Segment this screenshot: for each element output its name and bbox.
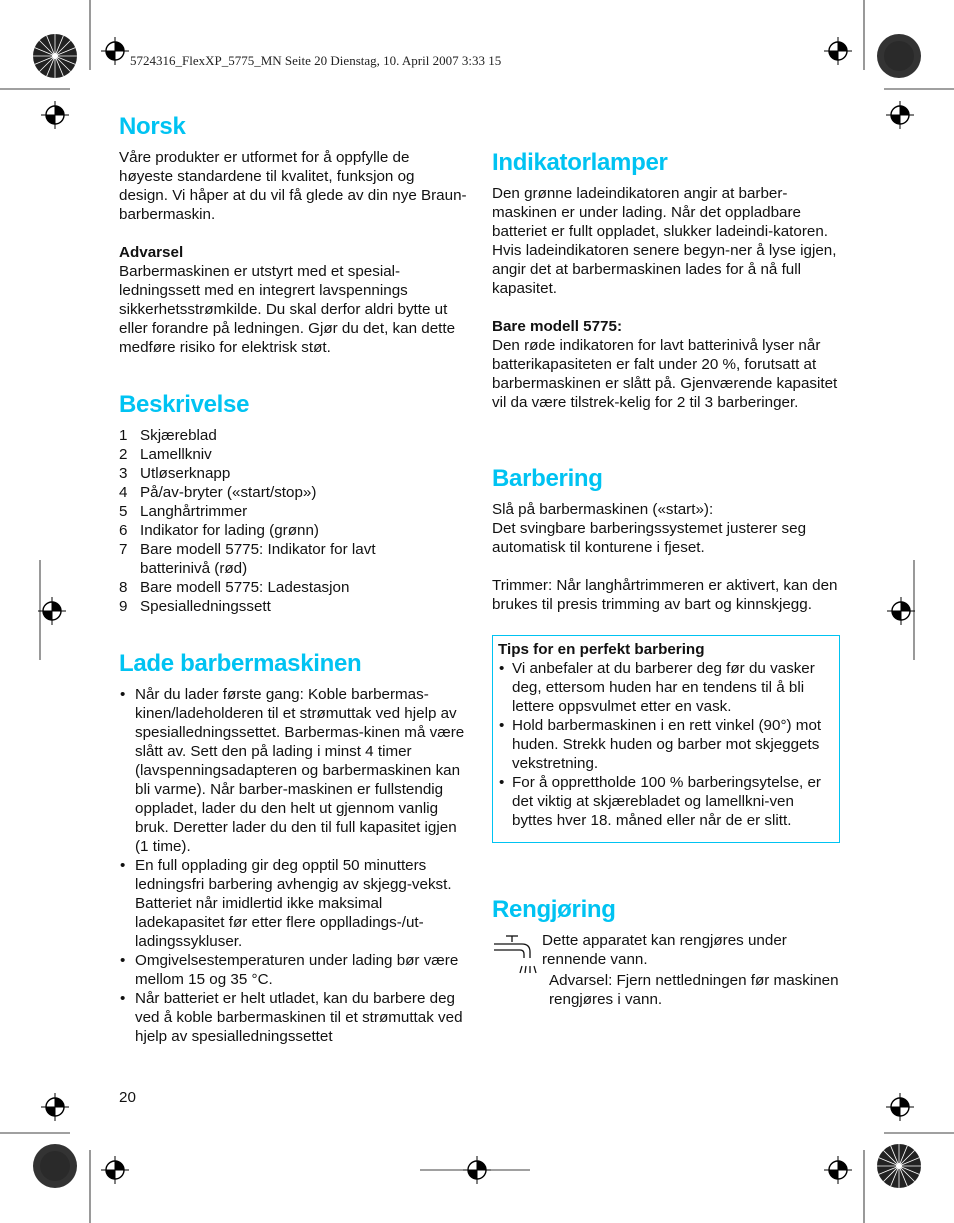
page-number: 20 — [119, 1089, 136, 1106]
section-title-indikator: Indikatorlamper — [492, 149, 668, 176]
list-item: • Vi anbefaler at du barberer deg før du vasker deg, ettersom huden har en tendens til å bli lettere oppsvulmet etter en vask. — [498, 659, 831, 716]
target-mark-right-1 — [886, 101, 914, 129]
cleaning-warning-line: Advarsel: Fjern nettledningen før maskinen rengjøres i vann. — [549, 972, 839, 1008]
tips-title: Tips for en perfekt barbering — [498, 641, 705, 658]
target-mark-bottom-2 — [824, 1156, 852, 1184]
list-item: 7 Bare modell 5775: Indikator for lavt batterinivå (rød) — [119, 541, 376, 577]
list-item: 5 Langhårtrimmer — [119, 503, 248, 520]
charging-list — [119, 685, 467, 1046]
warning-paragraph: Barbermaskinen er utstyrt med et spesial-ledningssett med en integrert lavspennings sikkerhetsstrømkilde. Du skal derfor aldri bytte ut eller forandre på ledningen. Gjør du det, kan dette medføre risiko for elektrisk støt. — [119, 263, 456, 356]
indicator-paragraph: Den grønne ladeindikatoren angir at barber-maskinen er under lading. Når det oppladbare batteriet er fullt oppladet, slukker ladeindi-katoren. Hvis ladeindikatoren senere begyn-ner å lyse igjen, angir det at barbermaskinen lades for å nå full kapasitet. — [492, 185, 837, 297]
shaving-line-1: Slå på barbermaskinen («start»): — [492, 501, 714, 518]
model-label: Bare modell 5775: — [492, 318, 622, 335]
right-column — [492, 148, 840, 1009]
registration-star-top-left — [33, 34, 77, 78]
registration-dot-bottom-left — [33, 1144, 77, 1188]
registration-star-bottom-right — [877, 1144, 921, 1188]
water-tap-icon — [492, 933, 542, 983]
left-column — [119, 112, 467, 1046]
warning-label: Advarsel — [119, 244, 184, 261]
trimmer-paragraph: Trimmer: Når langhårtrimmeren er aktivert, kan den brukes til presis trimming av bart og kinnskjegg. — [492, 577, 838, 613]
list-item: 2 Lamellkniv — [119, 446, 212, 463]
list-item: 6 Indikator for lading (grønn) — [119, 522, 319, 539]
target-mark-bottom-1 — [101, 1156, 129, 1184]
list-item: • En full opplading gir deg opptil 50 minutters ledningsfri barbering avhengig av skjegg-vekst. Batteriet når imidlertid ikke maksimal ladekapasitet før etter flere opplladings-/ut-ladingssykluser. — [119, 856, 467, 951]
target-mark-left-1 — [41, 101, 69, 129]
list-item: • Når du lader første gang: Koble barbermas-kinen/ladeholderen til et strømuttak ved hjelp av spesialledningssettet. Barbermas-kinen må være slått av. Sett den på lading i minst 4 timer (lavspenningsadapteren og barbermaskinen kan bli varme). Når barber-maskinen er fullstendig oppladet, lader du den helt ut gjennom vanlig bruk. Deretter lader du den til full kapasitet igjen (1 time). — [119, 685, 467, 856]
section-title-barbering: Barbering — [492, 465, 603, 492]
list-item: • Omgivelsestemperaturen under lading bør være mellom 15 og 35 °C. — [119, 951, 467, 989]
list-item: 3 Utløserknapp — [119, 465, 231, 482]
list-item: • Hold barbermaskinen i en rett vinkel (90°) mot huden. Strekk huden og barber mot skjeggets vekstretning. — [498, 716, 831, 773]
target-mark-top-1 — [101, 37, 129, 65]
registration-dot-top-right — [877, 34, 921, 78]
intro-paragraph: Våre produkter er utformet for å oppfylle de høyeste standardene til kvalitet, funksjon og design. Vi håper at du vil få glede av din nye Braun-barbermaskin. — [119, 149, 467, 223]
section-title-lade: Lade barbermaskinen — [119, 650, 362, 677]
list-item: • Når batteriet er helt utladet, kan du barbere deg ved å koble barbermaskinen til et strømuttak ved hjelp av spesialledningssettet — [119, 989, 467, 1046]
tips-list — [498, 659, 831, 830]
list-item: 9 Spesialledningssett — [119, 598, 271, 615]
parts-list — [119, 426, 467, 616]
shaving-line-2: Det svingbare barberingssystemet justerer seg automatisk til konturene i fjeset. — [492, 520, 807, 556]
list-item: 8 Bare modell 5775: Ladestasjon — [119, 579, 350, 596]
section-title-beskrivelse: Beskrivelse — [119, 391, 250, 418]
cleaning-line-1: Dette apparatet kan rengjøres under rennende vann. — [542, 932, 787, 968]
print-info-header: 5724316_FlexXP_5775_MN Seite 20 Dienstag, 10. April 2007 3:33 15 — [130, 53, 502, 68]
list-item: 1 Skjæreblad — [119, 427, 217, 444]
target-mark-left-mid — [38, 597, 66, 625]
model-paragraph: Den røde indikatoren for lavt batterinivå lyser når batterikapasiteten er falt under 20 %, forutsatt at barbermaskinen er slått på. Gjenværende kapasitet vil da være tilstrek-kelig for 2 til 3 barberinger. — [492, 337, 838, 411]
target-mark-right-mid — [887, 597, 915, 625]
target-mark-right-2 — [886, 1093, 914, 1121]
target-mark-left-2 — [41, 1093, 69, 1121]
list-item: 4 På/av-bryter («start/stop») — [119, 484, 317, 501]
list-item: • For å opprettholde 100 % barberingsytelse, er det viktig at skjærebladet og lamellkni-ven byttes hver 18. måned eller når de er slitt. — [498, 773, 831, 830]
section-title-rengjoring: Rengjøring — [492, 896, 616, 923]
target-mark-top-2 — [824, 37, 852, 65]
tips-box — [492, 635, 840, 843]
section-title-norsk: Norsk — [119, 113, 186, 140]
